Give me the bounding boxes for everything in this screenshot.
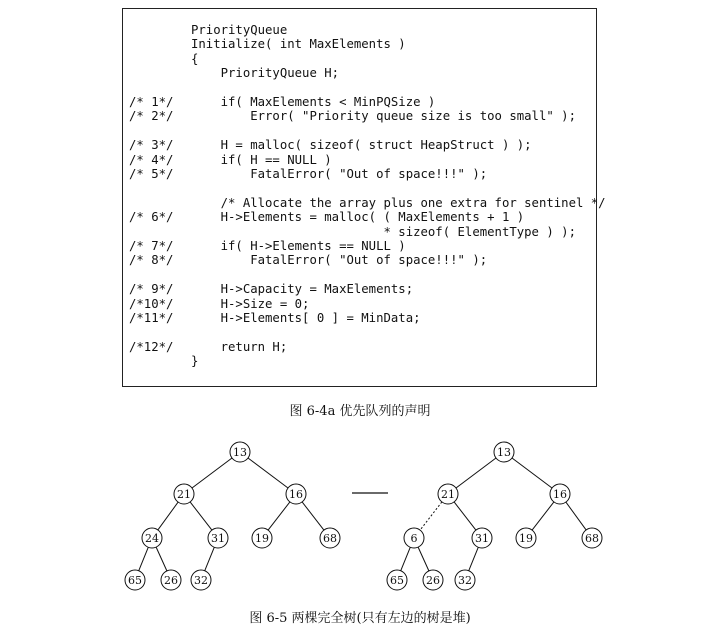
line-number-label: /* 2*/ (129, 109, 174, 124)
line-number-label: /* 6*/ (129, 210, 174, 225)
code-line: FatalError( "Out of space!!!" ); (191, 167, 488, 181)
tree-node-value: 24 (145, 532, 159, 545)
code-line: H->Capacity = MaxElements; (191, 282, 414, 297)
line-number-label: /* 5*/ (129, 167, 174, 181)
tree-edge (205, 547, 214, 570)
tree-node-value: 68 (323, 532, 337, 545)
tree-node-value: 65 (128, 574, 142, 587)
figure-caption-6-5: 图 6-5 两棵完全树(只有左边的树是堆) (249, 611, 471, 626)
tree-node-value: 32 (194, 574, 208, 587)
code-line: } (191, 354, 199, 369)
code-listing-box (122, 8, 606, 387)
tree-node-value: 16 (289, 488, 303, 501)
tree-node-value: 16 (553, 488, 567, 501)
line-number-label: /*11*/ (129, 311, 174, 325)
code-line: PriorityQueue (191, 23, 288, 37)
tree-edge-missing (420, 502, 442, 530)
tree-edge (158, 502, 178, 530)
tree-edge (268, 502, 290, 530)
tree-node-value: 31 (475, 532, 489, 545)
tree-edge (190, 502, 212, 530)
tree-edge (469, 547, 478, 570)
line-number-label: /* 4*/ (129, 152, 174, 167)
complete-trees-figure (0, 430, 720, 605)
code-line: return H; (191, 339, 288, 354)
code-line: FatalError( "Out of space!!!" ); (191, 253, 488, 268)
tree-node-value: 6 (410, 532, 418, 545)
line-number-label: /* 8*/ (129, 253, 174, 268)
tree-edge (456, 458, 496, 488)
tree-edge (512, 458, 552, 488)
code-line: Initialize( int MaxElements ) (191, 37, 406, 52)
tree-node-value: 68 (585, 532, 599, 545)
tree-edge (156, 547, 167, 571)
code-line: H->Elements = malloc( ( MaxElements + 1 ) (191, 210, 525, 225)
code-line: * sizeof( ElementType ) ); (191, 224, 576, 239)
tree-edge (566, 502, 586, 530)
code-line: H->Elements[ 0 ] = MinData; (191, 311, 421, 325)
line-number-label: /* 1*/ (129, 95, 174, 109)
tree-node-value: 13 (497, 446, 511, 459)
line-number-label: /* 3*/ (129, 138, 174, 153)
line-number-label: /* 7*/ (129, 239, 174, 253)
tree-node-value: 26 (426, 574, 440, 587)
tree-node-value: 32 (458, 574, 472, 587)
code-line: if( MaxElements < MinPQSize ) (191, 95, 436, 109)
code-line: if( H->Elements == NULL ) (191, 239, 406, 253)
line-number-label: /*12*/ (129, 339, 174, 354)
tree-node-value: 13 (233, 446, 247, 459)
tree-edge (401, 547, 410, 570)
code-line: Error( "Priority queue size is too small" ); (191, 109, 576, 124)
code-line: /* Allocate the array plus one extra for sentinel */ (191, 195, 606, 210)
tree-node-value: 21 (177, 488, 191, 501)
tree-edge (139, 547, 148, 570)
tree-node-value: 31 (211, 532, 225, 545)
tree-node-value: 65 (390, 574, 404, 587)
code-line: { (191, 51, 199, 66)
code-line: PriorityQueue H; (191, 66, 340, 81)
tree-node-value: 19 (255, 532, 269, 545)
code-line: H = malloc( sizeof( struct HeapStruct ) ); (191, 138, 532, 153)
tree-node-value: 19 (519, 532, 533, 545)
figure-caption-6-4a: 图 6-4a 优先队列的声明 (289, 404, 431, 419)
tree-edge (192, 458, 232, 488)
tree-edge (454, 502, 476, 530)
tree-edge (532, 502, 554, 530)
code-line: if( H == NULL ) (191, 152, 332, 167)
tree-node-value: 26 (164, 574, 178, 587)
line-number-label: /*10*/ (129, 296, 174, 311)
code-line: H->Size = 0; (191, 296, 310, 311)
tree-edge (302, 502, 324, 530)
tree-edge (248, 458, 288, 488)
tree-edge (418, 547, 429, 571)
tree-node-value: 21 (441, 488, 455, 501)
line-number-label: /* 9*/ (129, 282, 174, 297)
